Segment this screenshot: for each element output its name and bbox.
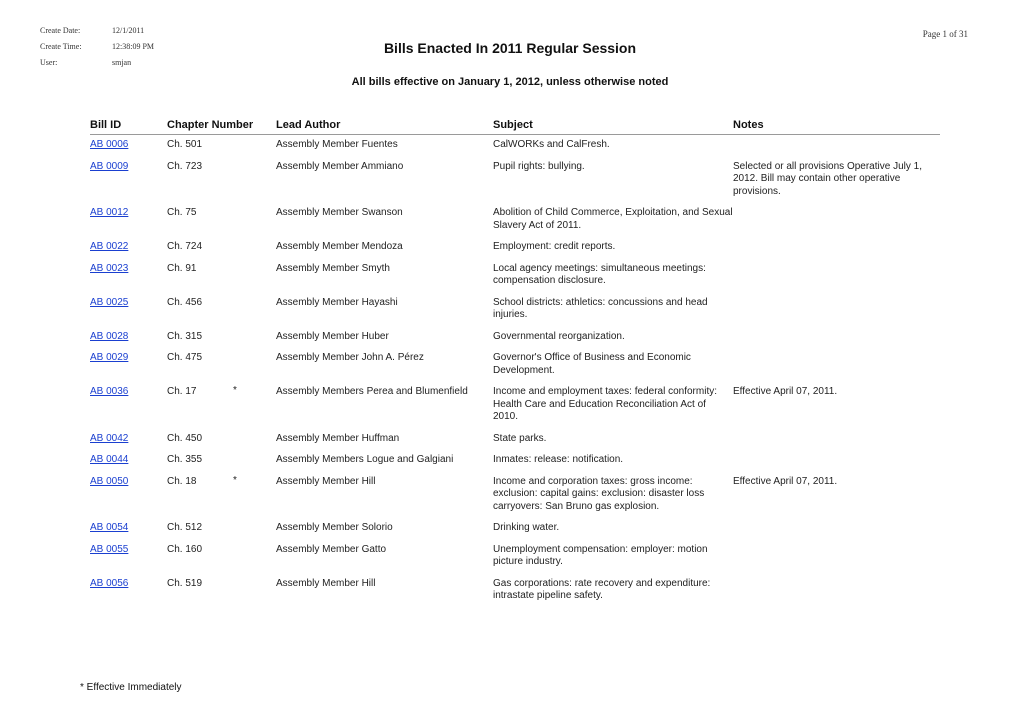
subject-cell: CalWORKs and CalFresh. bbox=[493, 139, 610, 150]
notes-cell bbox=[733, 203, 940, 237]
create-time-label: Create Time: bbox=[40, 42, 82, 51]
lead-author-cell: Assembly Member Ammiano bbox=[276, 160, 404, 172]
chapter-number: Ch. 91 bbox=[167, 262, 197, 274]
bill-id-cell bbox=[90, 450, 167, 472]
chapter-number: Ch. 450 bbox=[167, 432, 203, 444]
page-number: Page 1 of 31 bbox=[922, 29, 968, 39]
column-header-bill-id: Bill ID bbox=[90, 117, 167, 135]
bill-id-cell bbox=[90, 472, 167, 519]
user-label: User: bbox=[40, 58, 58, 67]
table-row bbox=[90, 135, 940, 157]
subject-cell: School districts: athletics: concussions and head injuries. bbox=[493, 296, 708, 320]
chapter-cell bbox=[167, 540, 276, 574]
bill-id-link[interactable]: AB 0044 bbox=[90, 454, 129, 465]
subject-cell: Unemployment compensation: employer: motion picture industry. bbox=[493, 543, 708, 567]
column-header-chapter-number: Chapter Number bbox=[167, 117, 276, 135]
bill-id-link[interactable]: AB 0029 bbox=[90, 352, 129, 363]
notes-cell: Selected or all provisions Operative July 1, 2012. Bill may contain other operative provisions. bbox=[733, 160, 922, 197]
table-row bbox=[90, 327, 940, 349]
footnote: * Effective Immediately bbox=[80, 682, 182, 693]
bill-id-link[interactable]: AB 0050 bbox=[90, 475, 129, 487]
bill-id-cell bbox=[90, 293, 167, 327]
lead-author-cell: Assembly Member Hayashi bbox=[276, 296, 398, 308]
bills-table bbox=[90, 117, 940, 608]
chapter-number: Ch. 75 bbox=[167, 207, 197, 218]
notes-cell bbox=[733, 237, 940, 259]
notes-cell: Effective April 07, 2011. bbox=[733, 386, 838, 397]
chapter-number: Ch. 475 bbox=[167, 352, 203, 363]
subject-cell: Inmates: release: notification. bbox=[493, 454, 624, 465]
table-row bbox=[90, 237, 940, 259]
subject-cell: Gas corporations: rate recovery and expenditure: intrastate pipeline safety. bbox=[493, 577, 711, 601]
chapter-number: Ch. 160 bbox=[167, 543, 203, 555]
bill-id-cell bbox=[90, 259, 167, 293]
table-header-row bbox=[90, 117, 940, 135]
lead-author-cell: Assembly Member Mendoza bbox=[276, 241, 403, 252]
bills-table-container bbox=[90, 117, 940, 608]
chapter-number: Ch. 519 bbox=[167, 577, 203, 589]
notes-cell bbox=[733, 327, 940, 349]
lead-author-cell: Assembly Member Huffman bbox=[276, 432, 400, 444]
subject-cell: Income and corporation taxes: gross income: exclusion: capital gains: exclusion: disaster loss carryovers: San Bruno gas explosion. bbox=[493, 475, 705, 512]
bill-id-cell bbox=[90, 540, 167, 574]
table-row bbox=[90, 348, 940, 382]
notes-cell bbox=[733, 348, 940, 382]
lead-author-cell: Assembly Member Huber bbox=[276, 330, 389, 342]
table-row bbox=[90, 382, 940, 429]
column-header-notes: Notes bbox=[733, 117, 940, 135]
bill-id-cell bbox=[90, 237, 167, 259]
chapter-cell bbox=[167, 429, 276, 451]
notes-cell bbox=[733, 135, 940, 157]
bill-id-link[interactable]: AB 0028 bbox=[90, 330, 129, 342]
chapter-cell bbox=[167, 450, 276, 472]
subject-cell: State parks. bbox=[493, 432, 547, 444]
column-header-subject: Subject bbox=[493, 117, 733, 135]
lead-author-cell: Assembly Member Hill bbox=[276, 475, 376, 487]
notes-cell bbox=[733, 293, 940, 327]
chapter-cell bbox=[167, 293, 276, 327]
chapter-cell bbox=[167, 574, 276, 608]
bill-id-link[interactable]: AB 0012 bbox=[90, 207, 129, 218]
subject-cell: Drinking water. bbox=[493, 522, 560, 533]
lead-author-cell: Assembly Members Perea and Blumenfield bbox=[276, 386, 468, 397]
notes-cell bbox=[733, 259, 940, 293]
subject-cell: Local agency meetings: simultaneous meetings: compensation disclosure. bbox=[493, 262, 706, 286]
create-time-value: 12:38:09 PM bbox=[112, 42, 155, 51]
bill-id-link[interactable]: AB 0042 bbox=[90, 432, 129, 444]
chapter-cell bbox=[167, 518, 276, 540]
subject-cell: Abolition of Child Commerce, Exploitation, and Sexual Slavery Act of 2011. bbox=[493, 207, 733, 231]
notes-cell bbox=[733, 540, 940, 574]
page-title: Bills Enacted In 2011 Regular Session bbox=[383, 40, 637, 56]
bill-id-cell bbox=[90, 203, 167, 237]
chapter-cell bbox=[167, 348, 276, 382]
bill-id-link[interactable]: AB 0036 bbox=[90, 386, 129, 397]
bill-id-link[interactable]: AB 0056 bbox=[90, 577, 129, 589]
lead-author-cell: Assembly Member Smyth bbox=[276, 262, 390, 274]
chapter-number: Ch. 315 bbox=[167, 330, 203, 342]
subject-cell: Governor's Office of Business and Economic Development. bbox=[493, 352, 691, 376]
table-row bbox=[90, 259, 940, 293]
notes-cell bbox=[733, 450, 940, 472]
lead-author-cell: Assembly Member Gatto bbox=[276, 543, 387, 555]
effective-immediately-marker: * bbox=[233, 474, 237, 486]
create-date-value: 12/1/2011 bbox=[112, 26, 145, 35]
bill-id-link[interactable]: AB 0023 bbox=[90, 262, 129, 274]
user-row bbox=[40, 56, 154, 72]
chapter-cell bbox=[167, 203, 276, 237]
create-date-label: Create Date: bbox=[40, 26, 81, 35]
bill-id-cell bbox=[90, 429, 167, 451]
notes-cell bbox=[733, 518, 940, 540]
chapter-number: Ch. 724 bbox=[167, 241, 203, 252]
bill-id-link[interactable]: AB 0022 bbox=[90, 241, 129, 252]
chapter-cell bbox=[167, 135, 276, 157]
lead-author-cell: Assembly Member Fuentes bbox=[276, 139, 398, 150]
chapter-number: Ch. 456 bbox=[167, 296, 203, 308]
chapter-cell bbox=[167, 327, 276, 349]
chapter-cell bbox=[167, 382, 276, 429]
table-row bbox=[90, 540, 940, 574]
chapter-cell bbox=[167, 237, 276, 259]
lead-author-cell: Assembly Member Swanson bbox=[276, 207, 403, 218]
subject-cell: Employment: credit reports. bbox=[493, 241, 616, 252]
table-row bbox=[90, 293, 940, 327]
bill-id-cell bbox=[90, 157, 167, 204]
bill-id-link[interactable]: AB 0009 bbox=[90, 160, 129, 172]
chapter-number: Ch. 17 bbox=[167, 386, 197, 397]
bill-id-link[interactable]: AB 0006 bbox=[90, 139, 129, 150]
table-row bbox=[90, 429, 940, 451]
subject-cell: Income and employment taxes: federal conformity: Health Care and Education Reconciliation Act of 2010. bbox=[493, 386, 717, 422]
chapter-cell bbox=[167, 259, 276, 293]
lead-author-cell: Assembly Members Logue and Galgiani bbox=[276, 454, 454, 465]
create-date-row bbox=[40, 24, 154, 40]
notes-cell bbox=[733, 429, 940, 451]
bill-id-link[interactable]: AB 0054 bbox=[90, 522, 129, 533]
page-subtitle: All bills effective on January 1, 2012, unless otherwise noted bbox=[351, 76, 669, 88]
table-row bbox=[90, 518, 940, 540]
chapter-number: Ch. 18 bbox=[167, 475, 197, 487]
table-row bbox=[90, 472, 940, 519]
table-row bbox=[90, 203, 940, 237]
chapter-number: Ch. 512 bbox=[167, 522, 203, 533]
chapter-cell bbox=[167, 472, 276, 519]
bill-id-cell bbox=[90, 135, 167, 157]
notes-cell: Effective April 07, 2011. bbox=[733, 475, 838, 487]
bill-id-link[interactable]: AB 0025 bbox=[90, 296, 129, 308]
notes-cell bbox=[733, 574, 940, 608]
bill-id-cell bbox=[90, 327, 167, 349]
effective-immediately-marker: * bbox=[233, 385, 237, 396]
bill-id-cell bbox=[90, 348, 167, 382]
chapter-number: Ch. 501 bbox=[167, 139, 203, 150]
table-row bbox=[90, 450, 940, 472]
bill-id-cell bbox=[90, 574, 167, 608]
bill-id-cell bbox=[90, 382, 167, 429]
bill-id-cell bbox=[90, 518, 167, 540]
bill-id-link[interactable]: AB 0055 bbox=[90, 543, 129, 555]
table-body bbox=[90, 135, 940, 608]
subject-cell: Governmental reorganization. bbox=[493, 330, 625, 342]
subject-cell: Pupil rights: bullying. bbox=[493, 160, 585, 172]
chapter-number: Ch. 723 bbox=[167, 160, 203, 172]
lead-author-cell: Assembly Member Solorio bbox=[276, 522, 393, 533]
column-header-lead-author: Lead Author bbox=[276, 117, 493, 135]
chapter-number: Ch. 355 bbox=[167, 454, 203, 465]
table-row bbox=[90, 157, 940, 204]
user-value: smjan bbox=[112, 58, 132, 67]
table-row bbox=[90, 574, 940, 608]
lead-author-cell: Assembly Member Hill bbox=[276, 577, 376, 589]
lead-author-cell: Assembly Member John A. Pérez bbox=[276, 352, 424, 363]
chapter-cell bbox=[167, 157, 276, 204]
